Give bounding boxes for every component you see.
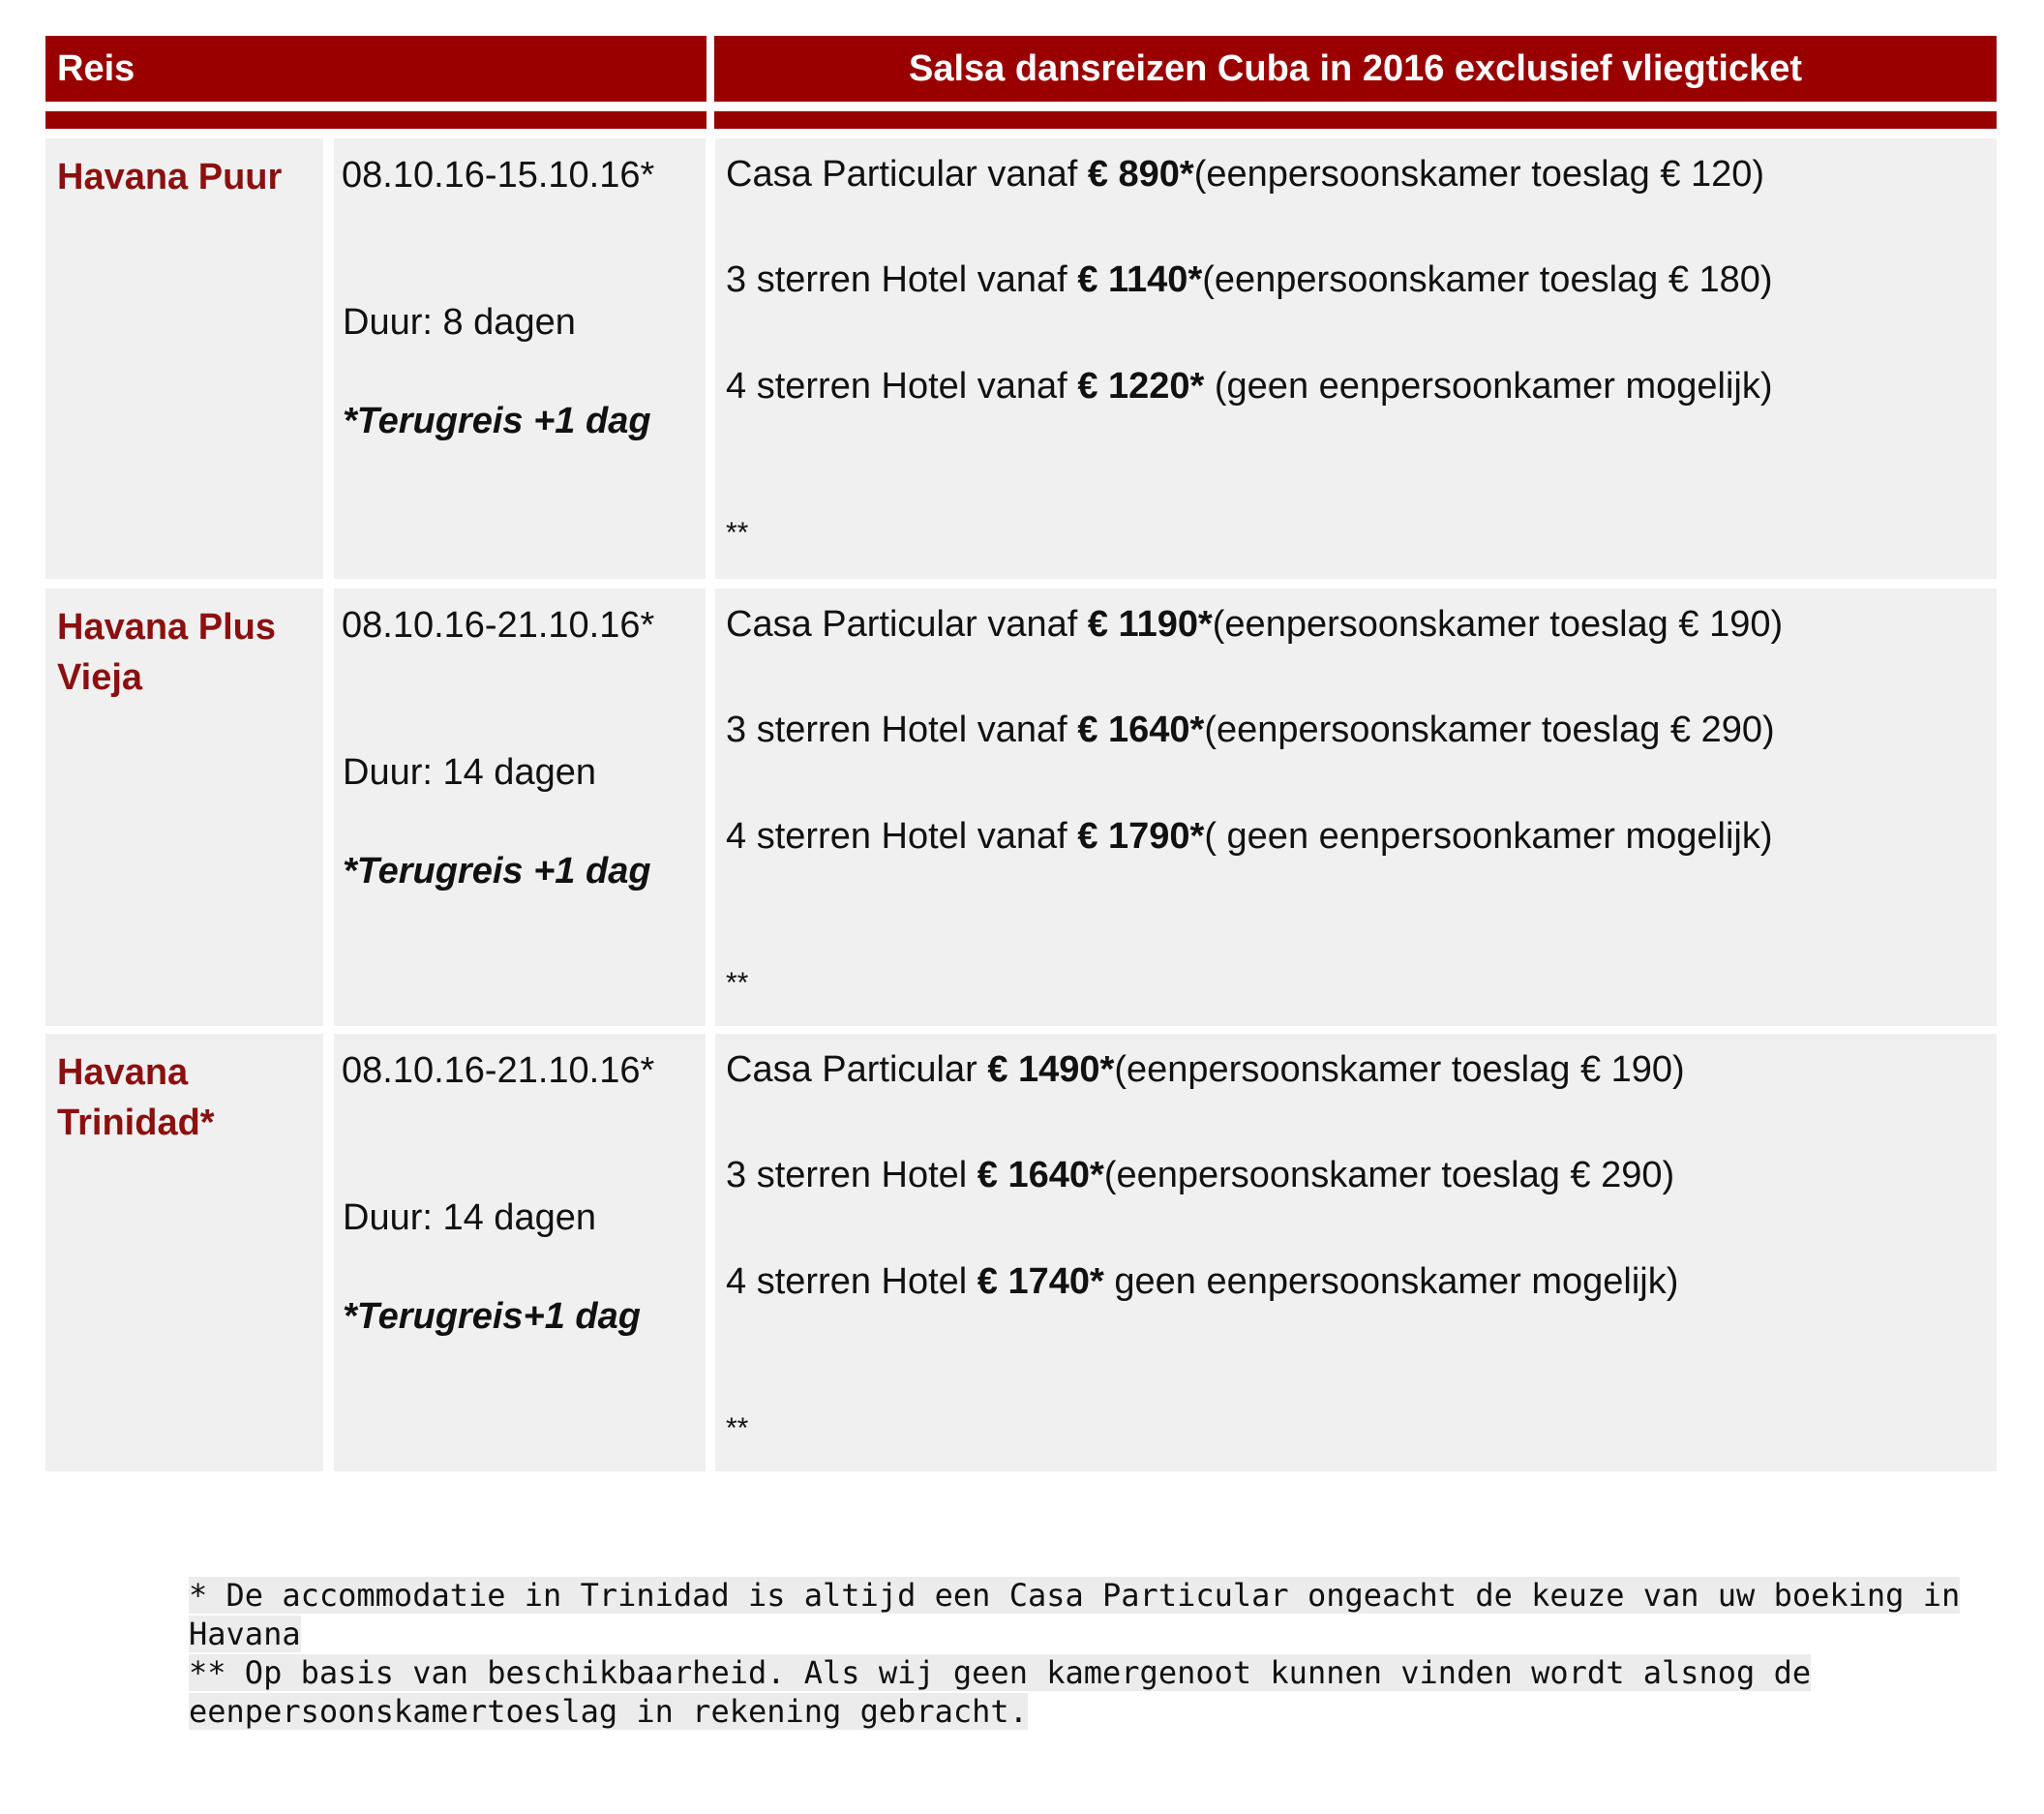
trip-dates: 08.10.16-21.10.16* xyxy=(342,605,655,646)
trip-return-note: *Terugreis +1 dag xyxy=(343,401,651,441)
price-amount: € 1220* xyxy=(1077,366,1205,407)
price-option: 3 sterren Hotel € 1640*(eenpersoonskamer toeslag € 290) xyxy=(726,1155,1675,1195)
price-option: 3 sterren Hotel vanaf € 1640*(eenpersoonskamer toeslag € 290) xyxy=(726,710,1775,750)
trip-return-note: *Terugreis+1 dag xyxy=(343,1296,641,1337)
trip-dates: 08.10.16-15.10.16* xyxy=(342,155,655,196)
trip-name-cell xyxy=(45,1034,323,1471)
trip-dates-cell xyxy=(334,589,706,1026)
price-amount: € 1490* xyxy=(987,1049,1115,1090)
footnote-line: * De accommodatie in Trinidad is altijd een Casa Particular ongeacht de keuze van uw boeking in Havana xyxy=(189,1577,1961,1652)
price-option: Casa Particular vanaf € 890*(eenpersoonskamer toeslag € 120) xyxy=(726,154,1765,195)
trip-prices-cell xyxy=(715,589,1997,1026)
header-divider-right xyxy=(714,111,1997,129)
trip-prices-cell xyxy=(715,138,1997,579)
trip-name-cell xyxy=(45,589,323,1026)
trip-name: Havana Trinidad* xyxy=(57,1052,215,1143)
price-option: Casa Particular € 1490*(eenpersoonskamer toeslag € 190) xyxy=(726,1049,1685,1090)
price-amount: € 1740* xyxy=(977,1261,1104,1302)
price-amount: € 1190* xyxy=(1087,604,1213,645)
trip-prices-cell xyxy=(715,1034,1997,1471)
footnote-line: ** Op basis van beschikbaarheid. Als wij geen kamergenoot kunnen vinden wordt alsnog de xyxy=(189,1654,1812,1691)
price-amount: € 1140* xyxy=(1077,259,1203,300)
availability-marker: ** xyxy=(726,1412,749,1444)
price-amount: € 1790* xyxy=(1077,816,1205,857)
trip-duration: Duur: 14 dagen xyxy=(343,1197,596,1238)
price-amount: € 890* xyxy=(1087,154,1194,195)
price-option: Casa Particular vanaf € 1190*(eenpersoonskamer toeslag € 190) xyxy=(726,604,1784,645)
header-reis: Reis xyxy=(45,36,706,102)
trip-dates: 08.10.16-21.10.16* xyxy=(342,1050,655,1091)
price-option: 4 sterren Hotel € 1740* geen eenpersoonskamer mogelijk) xyxy=(726,1261,1679,1302)
footnotes xyxy=(189,1576,2044,1731)
trip-duration: Duur: 14 dagen xyxy=(343,752,596,793)
trip-duration: Duur: 8 dagen xyxy=(343,302,576,343)
price-amount: € 1640* xyxy=(1077,710,1205,750)
availability-marker: ** xyxy=(726,517,749,549)
price-option: 4 sterren Hotel vanaf € 1220* (geen eenpersoonkamer mogelijk) xyxy=(726,366,1773,407)
footnote-line: eenpersoonskamertoeslag in rekening gebracht. xyxy=(189,1693,1028,1730)
trip-name: Havana Puur xyxy=(57,157,283,197)
header-title: Salsa dansreizen Cuba in 2016 exclusief vliegticket xyxy=(714,36,1997,102)
trip-return-note: *Terugreis +1 dag xyxy=(343,851,651,892)
price-amount: € 1640* xyxy=(977,1155,1104,1195)
trip-dates-cell xyxy=(334,1034,706,1471)
availability-marker: ** xyxy=(726,967,749,999)
trip-name-cell xyxy=(45,138,323,579)
price-option: 4 sterren Hotel vanaf € 1790*( geen eenpersoonkamer mogelijk) xyxy=(726,816,1773,857)
price-option: 3 sterren Hotel vanaf € 1140*(eenpersoonskamer toeslag € 180) xyxy=(726,259,1773,300)
trip-dates-cell xyxy=(334,138,706,579)
header-divider-left xyxy=(45,111,706,129)
trip-name: Havana Plus Vieja xyxy=(57,607,276,698)
